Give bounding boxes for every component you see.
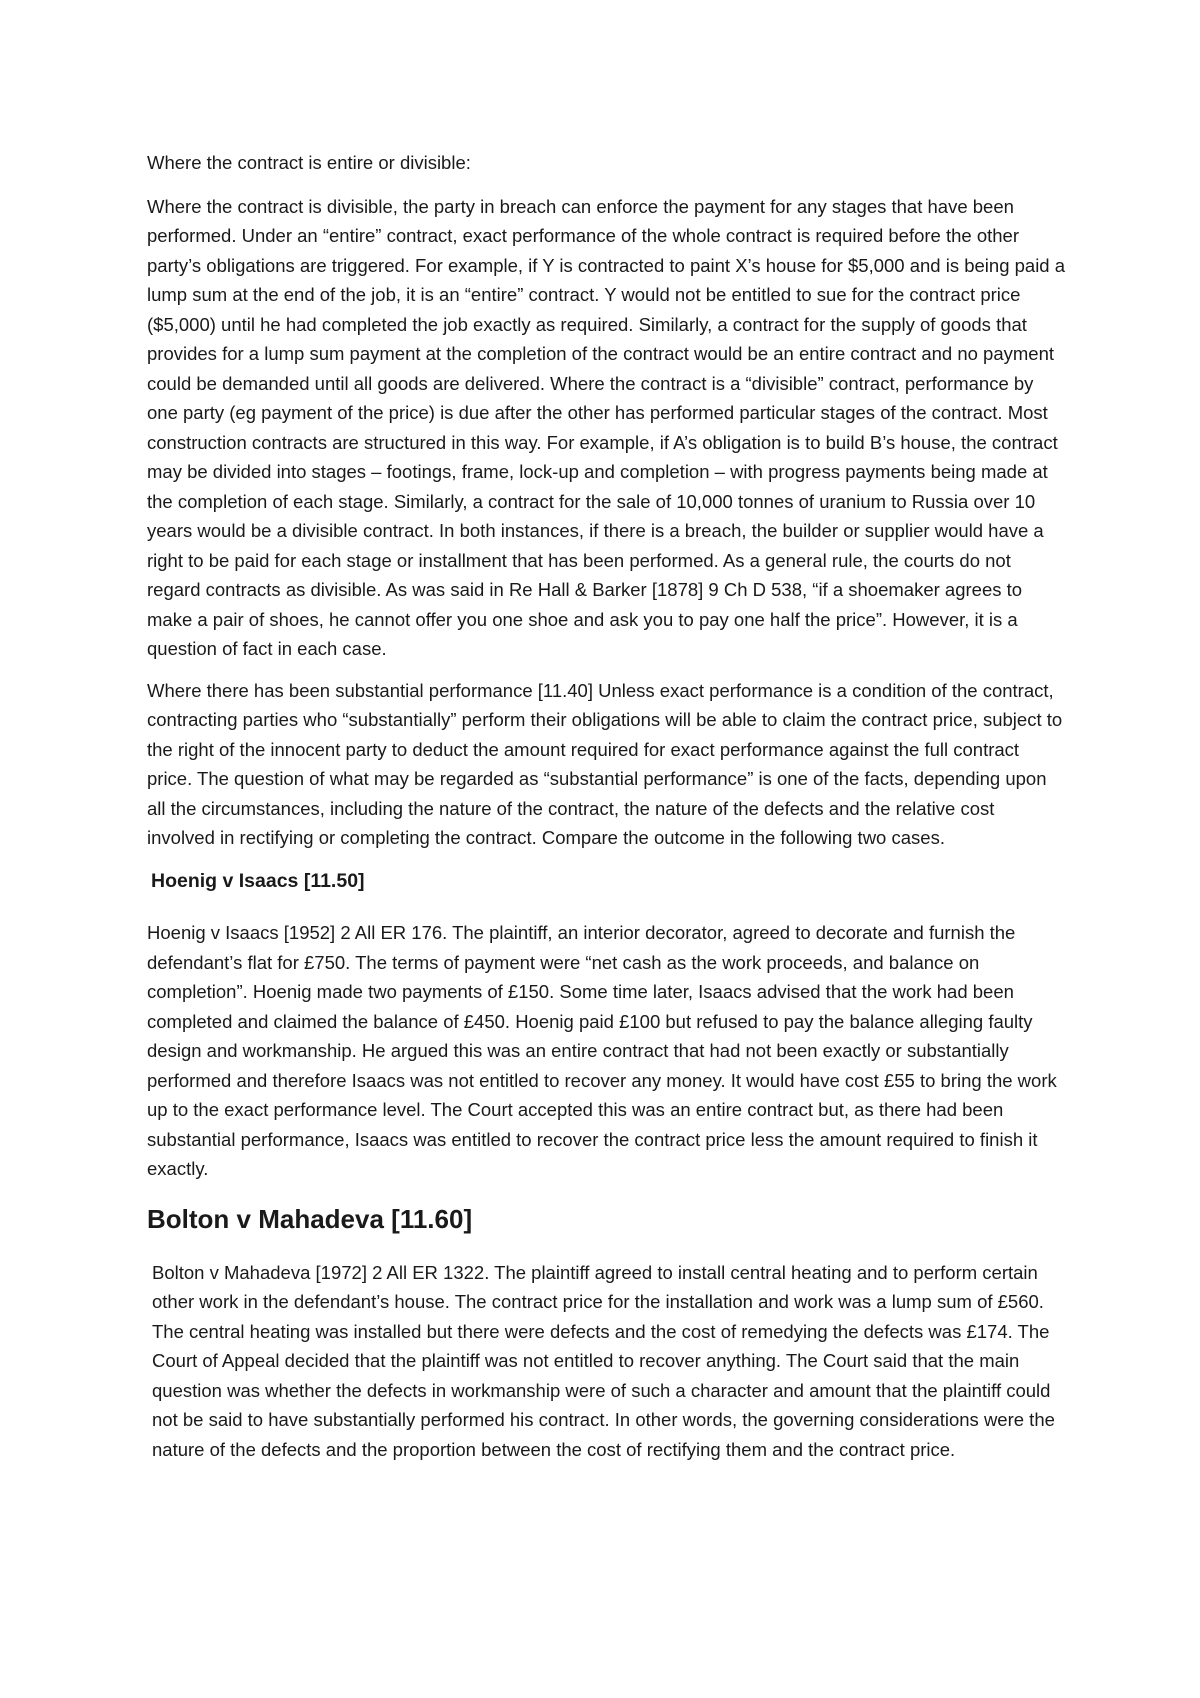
case-heading-bolton: Bolton v Mahadeva [11.60] <box>147 1203 473 1234</box>
paragraph-substantial-performance: Where there has been substantial performance [11.40] Unless exact performance is a condition of the contract, contracting parties who “substantially” perform their obligations will be able to claim the contract price, subject to the right of the innocent party to deduct the amount required for exact performance against the full contract price. The question of what may be regarded as “substantial performance” is one of the facts, depending upon all the circumstances, including the nature of the contract, the nature of the defects and the relative cost involved in rectifying or completing the contract. Compare the outcome in the following two cases. <box>147 679 1063 848</box>
paragraph-bolton-case: Bolton v Mahadeva [1972] 2 All ER 1322. The plaintiff agreed to install central heating and to perform certain other work in the defendant’s house. The contract price for the installation and work was a lump sum of £560. The central heating was installed but there were defects and the cost of remedying the defects was £174. The Court of Appeal decided that the plaintiff was not entitled to recover anything. The Court said that the main question was whether the defects in workmanship were of such a character and amount that the plaintiff could not be said to have substantially performed his contract. In other words, the governing considerations were the nature of the defects and the proportion between the cost of rectifying them and the contract price. <box>152 1261 1055 1460</box>
case-heading-hoenig: Hoenig v Isaacs [11.50] <box>151 869 365 892</box>
document-body <box>147 148 1067 1476</box>
paragraph-hoenig-case: Hoenig v Isaacs [1952] 2 All ER 176. The plaintiff, an interior decorator, agreed to decorate and furnish the defendant’s flat for £750. The terms of payment were “net cash as the work proceeds, and balance on completion”. Hoenig made two payments of £150. Some time later, Isaacs advised that the work had been completed and claimed the balance of £450. Hoenig paid £100 but refused to pay the balance alleging faulty design and workmanship. He argued this was an entire contract that had not been exactly or substantially performed and therefore Isaacs was not entitled to recover any money. It would have cost £55 to bring the work up to the exact performance level. The Court accepted this was an entire contract but, as there had been substantial performance, Isaacs was entitled to recover the contract price less the amount required to finish it exactly. <box>147 922 1057 1179</box>
paragraph-divisible-contracts: Where the contract is divisible, the party in breach can enforce the payment for any stages that have been performed. Under an “entire” contract, exact performance of the whole contract is required before the other party’s obligations are triggered. For example, if Y is contracted to paint X’s house for $5,000 and is being paid a lump sum at the end of the job, it is an “entire” contract. Y would not be entitled to sue for the contract price ($5,000) until he had completed the job exactly as required. Similarly, a contract for the supply of goods that provides for a lump sum payment at the completion of the contract would be an entire contract and no payment could be demanded until all goods are delivered. Where the contract is a “divisible” contract, performance by one party (eg payment of the price) is due after the other has performed particular stages of the contract. Most construction contracts are structured in this way. For example, if A’s obligation is to build B’s house, the contract may be divided into stages – footings, frame, lock-up and completion – with progress payments being made at the completion of each stage. Similarly, a contract for the sale of 10,000 tonnes of uranium to Russia over 10 years would be a divisible contract. In both instances, if there is a breach, the builder or supplier would have a right to be paid for each stage or installment that has been performed. As a general rule, the courts do not regard contracts as divisible. As was said in Re Hall & Barker [1878] 9 Ch D 538, “if a shoemaker agrees to make a pair of shoes, he cannot offer you one shoe and ask you to pay one half the price”. However, it is a question of fact in each case. <box>147 195 1066 659</box>
section-intro-heading: Where the contract is entire or divisible: <box>147 152 471 173</box>
